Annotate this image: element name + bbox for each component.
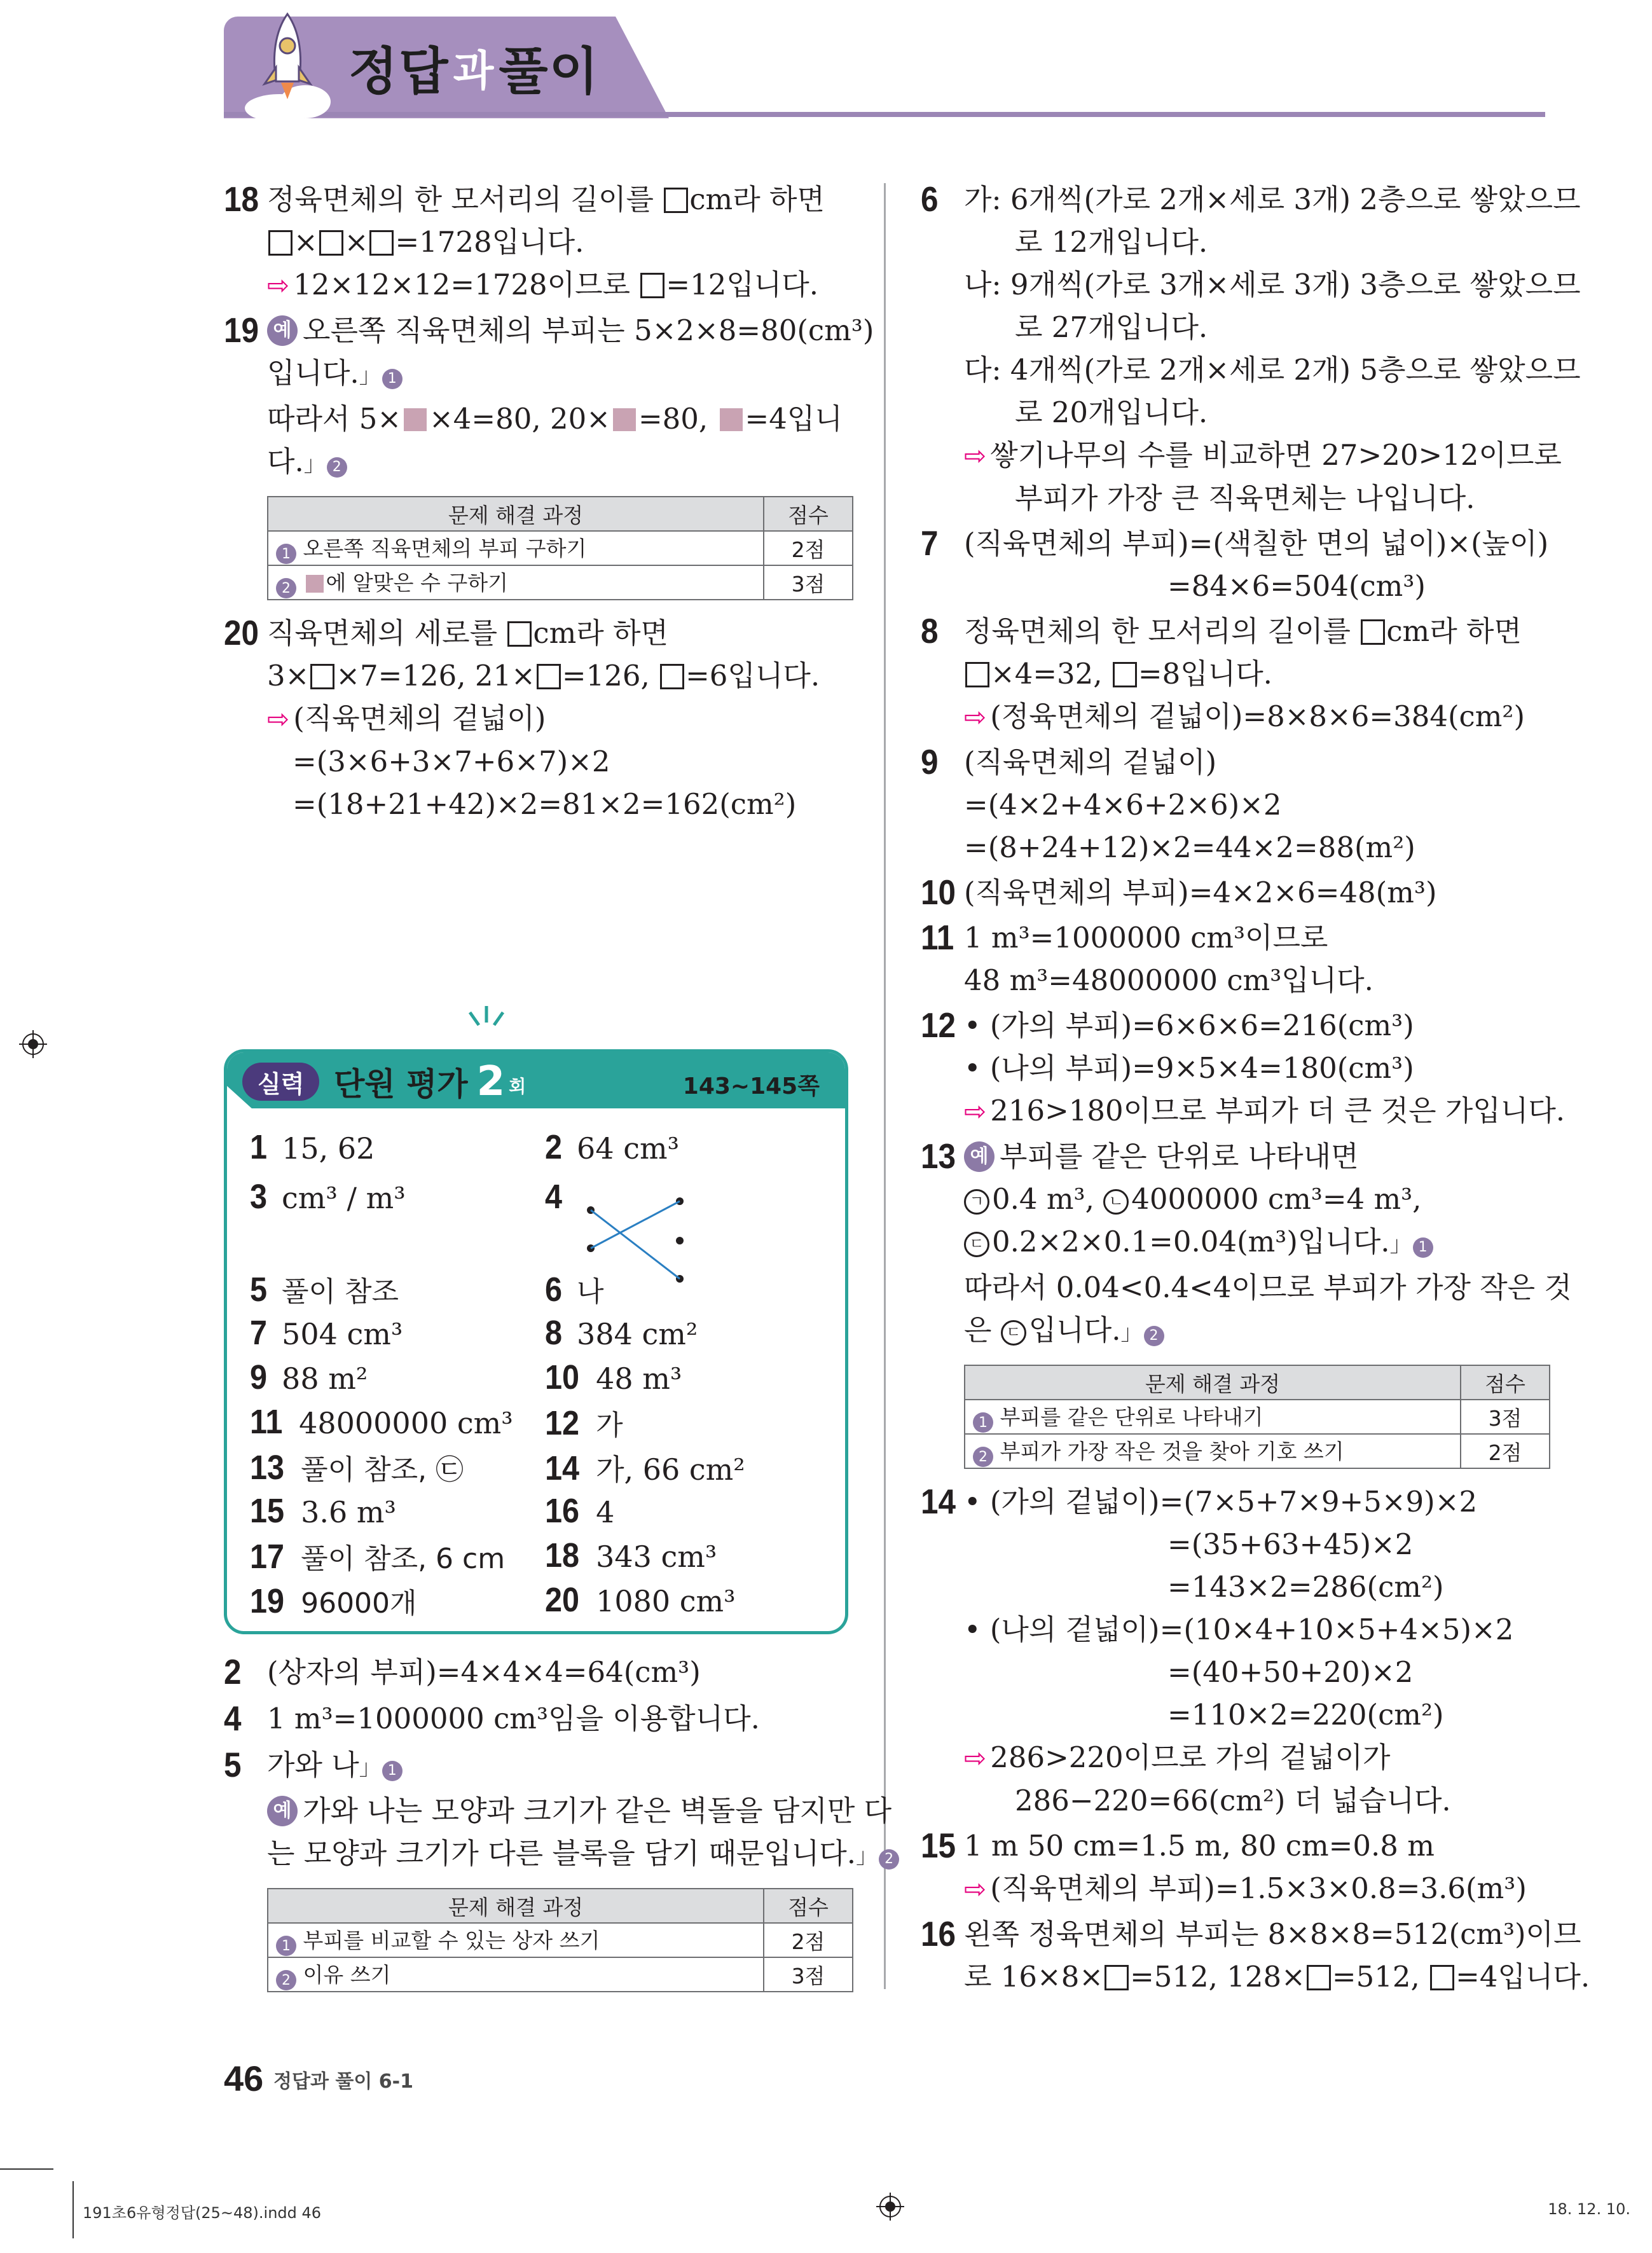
circled-symbol: ㄱ — [964, 1189, 989, 1215]
page-range: 143~145쪽 — [682, 1073, 820, 1099]
step-marker: 1 — [382, 1761, 403, 1781]
slug-date: 18. 12. 10. — [1548, 2200, 1630, 2218]
level-badge: 실력 — [242, 1063, 319, 1101]
blank-box — [664, 188, 688, 213]
problem-12: 12 • (가의 부피)=6×6×6=216(cm³) • (나의 부피)=9×5×4=180(cm³) ⇨ 216>180이므로 부피가 더 큰 것은 가입니다. — [921, 1005, 1566, 1127]
registration-mark-icon — [876, 2193, 904, 2221]
blank-box — [369, 230, 394, 256]
step-marker: 2 — [1144, 1326, 1164, 1346]
blank-box — [1430, 1965, 1454, 1990]
sparkle-icon — [461, 1003, 512, 1035]
answer-item: 14 가, 66 cm² — [545, 1449, 745, 1487]
example-badge: 예 — [964, 1141, 995, 1172]
problem-7: 7 (직육면체의 부피)=(색칠한 면의 넓이)×(높이) =84×6=504(cm³) — [921, 523, 1549, 603]
unit-evaluation-box — [224, 1049, 848, 1634]
problem-6: 6 가: 6개씩(가로 2개×세로 3개) 2층으로 쌓았으므 로 12개입니다. 나: 9개씩(가로 3개×세로 3개) 3층으로 쌓았으므 로 27개입니다. 다: 4개씩(가로 2개×세로 2개) 5층으로 쌓았으므 로 20개입니다. ⇨ 쌓기나무의 수를 비교하면 27>20>12이므로 부피가 가장 큰 직육면체는 나입니다. — [921, 179, 1581, 515]
problem-8: 8 정육면체의 한 모서리의 길이를 cm라 하면 ×4=32, =8입니다. ⇨ (정육면체의 겉넓이)=8×8×6=384(cm²) — [921, 611, 1525, 733]
problem-15: 15 1 m 50 cm=1.5 m, 80 cm=0.8 m ⇨ (직육면체의 부피)=1.5×3×0.8=3.6(m³) — [921, 1826, 1527, 1905]
blank-box — [965, 662, 989, 687]
blank-box — [640, 273, 664, 298]
problem-2: 2 (상자의 부피)=4×4×4=64(cm³) — [224, 1652, 701, 1691]
blank-box — [319, 230, 343, 256]
problem-5: 5 가와 나」 1 예 가와 나는 모양과 크기가 같은 벽돌을 담지만 다 는 모양과 크기가 다른 블록을 담기 때문입니다.」 2 — [224, 1744, 853, 1878]
answer-item: 17 풀이 참조, 6 cm — [250, 1538, 506, 1576]
answer-item: 13 풀이 참조, ㉢ — [250, 1449, 464, 1487]
step-marker: 2 — [327, 457, 347, 478]
answer-item: 19 96000개 — [250, 1582, 417, 1620]
problem-11: 11 1 m³=1000000 cm³이므로 48 m³=48000000 cm³입니다. — [921, 918, 1373, 997]
step-marker: 1 — [1413, 1237, 1433, 1258]
blank-box — [660, 664, 684, 689]
blank-box — [1361, 619, 1385, 645]
problem-20: 20 직육면체의 세로를 cm라 하면 3× ×7=126, 21× =126, =6입니다. ⇨ (직육면체의 겉넓이) =(3×6+3×7+6×7)×2 =(18+21+42)×2=81×2=162(cm²) — [224, 613, 820, 821]
arrow-icon: ⇨ — [964, 701, 987, 733]
pink-square — [306, 575, 324, 593]
problem-10: 10 (직육면체의 부피)=4×2×6=48(m³) — [921, 872, 1437, 912]
score-table-13: 문제 해결 과정 점수 1 부피를 같은 단위로 나타내기 3점 2 부피가 가장 작은 것을 찾아 기호 쓰기 2점 — [964, 1365, 1550, 1469]
answer-item: 1 15, 62 — [250, 1128, 375, 1166]
problem-16: 16 왼쪽 정육면체의 부피는 8×8×8=512(cm³)이므 로 16×8× =512, 128× =512, =4입니다. — [921, 1914, 1590, 1994]
problem-14: 14 • (가의 겉넓이)=(7×5+7×9+5×9)×2 =(35+63+45)×2 =143×2=286(cm²) • (나의 겉넓이)=(10×4+10×5+4×5)×2 =(40+50+20)×2 =110×2=220(cm²) ⇨ 286>220이므로 가의 겉넓이가 286−220=66(cm²) 더 넓습니다. — [921, 1482, 1514, 1817]
answer-item: 18 343 cm³ — [545, 1536, 717, 1574]
example-badge: 예 — [267, 1796, 298, 1826]
right-column — [921, 178, 1590, 1998]
answer-item: 8 384 cm² — [545, 1314, 698, 1352]
answer-item: 10 48 m³ — [545, 1358, 682, 1396]
circled-symbol: ㄴ — [1103, 1189, 1129, 1215]
pink-square — [404, 408, 427, 431]
answer-item: 5 풀이 참조 — [250, 1271, 399, 1309]
page-title: 정답 과 풀이 — [348, 41, 600, 101]
answer-item: 3 cm³ / m³ — [250, 1178, 406, 1216]
problem-19: 19 예 오른쪽 직육면체의 부피는 5×2×8=80(cm³) 입니다.」 1 따라서 5× ×4=80, 20× =80, =4입니 다.」 2 — [224, 310, 874, 478]
evaluation-title: 단원 평가 2 회 — [334, 1058, 527, 1105]
arrow-icon: ⇨ — [267, 270, 290, 301]
problem-9: 9 (직육면체의 겉넓이) =(4×2+4×6+2×6)×2 =(8+24+12)×2=44×2=88(m²) — [921, 742, 1415, 864]
pink-square — [613, 408, 636, 431]
arrow-icon: ⇨ — [964, 1096, 987, 1127]
registration-mark-icon — [19, 1030, 47, 1058]
example-badge: 예 — [267, 315, 298, 346]
slug-filename: 191초6유형정답(25~48).indd 46 — [83, 2204, 322, 2222]
answer-item: 12 가 — [545, 1404, 623, 1442]
blank-box — [507, 621, 532, 647]
blank-box — [1105, 1965, 1129, 1990]
step-marker: 2 — [879, 1849, 899, 1870]
answer-item: 6 나 — [545, 1271, 604, 1309]
left-column-lower — [224, 1651, 894, 2004]
blank-box — [268, 230, 293, 256]
answer-item: 9 88 m² — [250, 1358, 368, 1396]
step-marker: 1 — [382, 369, 403, 389]
score-table-19: 문제 해결 과정 점수 1 오른쪽 직육면체의 부피 구하기 2점 2 에 알맞은 수 구하기 3점 — [267, 496, 853, 600]
arrow-icon: ⇨ — [964, 1873, 987, 1905]
page-label: 정답과 풀이 6-1 — [273, 2070, 413, 2093]
answer-item: 2 64 cm³ — [545, 1128, 680, 1166]
blank-box — [1307, 1965, 1331, 1990]
rocket-icon — [242, 6, 337, 121]
arrow-icon: ⇨ — [964, 1742, 987, 1774]
blank-box — [1113, 662, 1137, 687]
problem-18: 18 정육면체의 한 모서리의 길이를 cm라 하면 × × =1728입니다. ⇨ 12×12×12=1728이므로 =12입니다. — [224, 179, 825, 301]
score-table-5: 문제 해결 과정 점수 1 부피를 비교할 수 있는 상자 쓰기 2점 2 이유 쓰기 3점 — [267, 1888, 853, 1992]
header-rule — [224, 112, 1545, 117]
blank-box — [310, 664, 334, 689]
answer-item: 11 48000000 cm³ — [250, 1403, 513, 1441]
answer-item: 4 — [545, 1178, 563, 1216]
pink-square — [720, 408, 743, 431]
problem-4: 4 1 m³=1000000 cm³임을 이용합니다. — [224, 1698, 760, 1738]
blank-box — [537, 664, 561, 689]
circled-symbol: ㄷ — [964, 1232, 989, 1257]
column-divider — [884, 183, 886, 1989]
arrow-icon: ⇨ — [964, 440, 987, 471]
arrow-icon: ⇨ — [267, 703, 290, 734]
page-number: 46 — [224, 2058, 264, 2098]
problem-13: 13 예 부피를 같은 단위로 나타내면 ㄱ 0.4 m³, ㄴ 4000000 cm³=4 m³, ㄷ 0.2×2×0.1=0.04(m³)입니다.」 1 따라서 0.04<0.4<4이므로 부피가 가장 작은 것 은 ㄷ 입니다.」 2 — [921, 1136, 1572, 1347]
circled-symbol: ㄷ — [1001, 1320, 1026, 1346]
answer-item: 15 3.6 m³ — [250, 1492, 396, 1530]
answer-item: 16 4 — [545, 1492, 615, 1530]
crop-mark — [0, 2168, 53, 2170]
answer-item: 20 1080 cm³ — [545, 1581, 736, 1619]
crop-mark — [72, 2181, 74, 2238]
left-column — [224, 178, 874, 825]
answer-item: 7 504 cm³ — [250, 1314, 403, 1352]
